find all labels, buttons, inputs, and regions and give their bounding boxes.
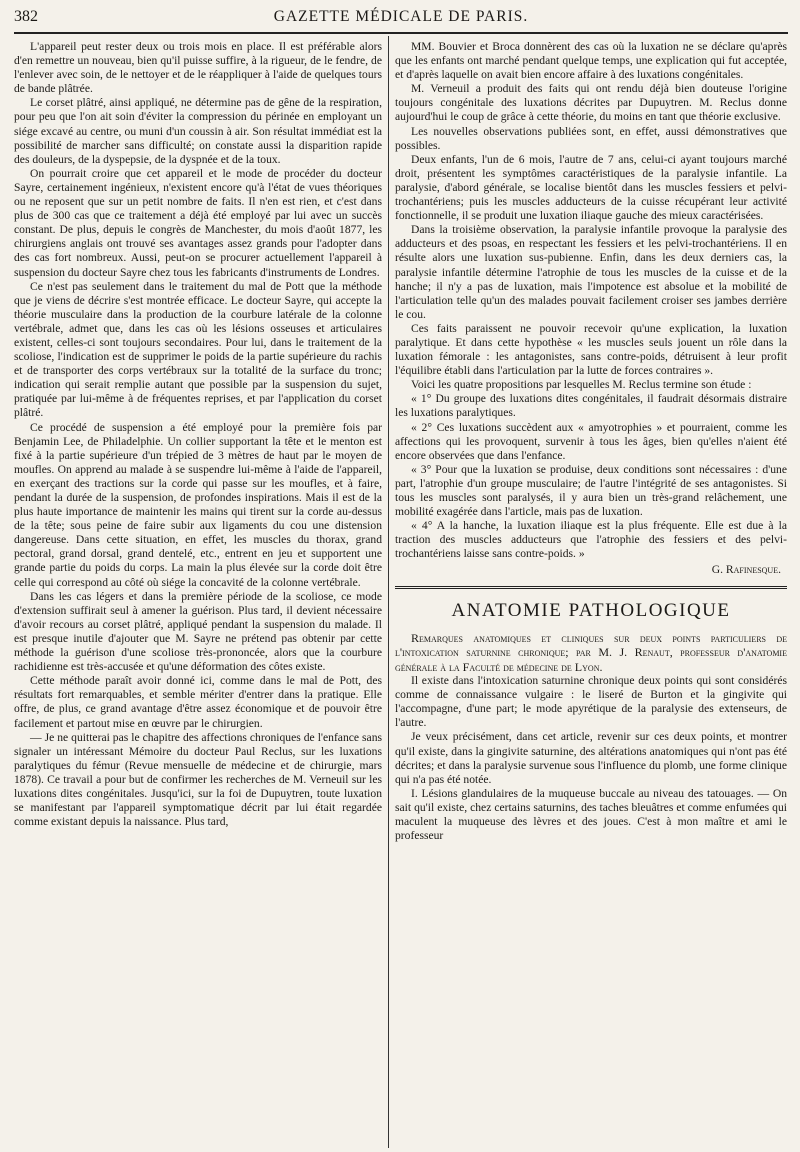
paragraph: Ces faits paraissent ne pouvoir recevoir qu'une explication, la luxation paralytique. Et dans cette hypothèse « les muscles seuls jouent un rôle dans la luxation fémorale : les antagonistes, sans contre-poids, détruisent à leur profit l'équilibre établi dans l'articulation par la lutte de forces contraires ». <box>395 321 787 378</box>
paragraph: On pourrait croire que cet appareil et le mode de procéder du docteur Sayre, certainement ingénieux, n'existent encore qu'à l'état de vues théoriques ou ne reposent que sur un petit nombre de faits. Il n'en est rien, et c'est dans plus de 300 cas que ce traitement a déjà été employé par lui avec un succès constant. De plus, depuis le congrès de Manchester, du mois d'août 1877, les chirurgiens anglais ont trouvé ses avantages assez grands pour l'adopter dans des cas fort nombreux. Aussi, peut-on se procurer actuellement l'appareil à suspension du docteur Sayre chez tous les fabricants d'instruments de Londres. <box>14 166 382 279</box>
proposition: « 3° Pour que la luxation se produise, deux conditions sont nécessaires : d'une part, l'atrophie d'un groupe musculaire; de l'autre l'intégrité de ses antagonistes. Si tous les muscles sont paralysés, il y aura bien un très-grand relâchement, une mobilité exagérée dans l'article, mais pas de luxation. <box>395 462 787 519</box>
paragraph: Cette méthode paraît avoir donné ici, comme dans le mal de Pott, des résultats fort remarquables, et semble mériter d'entrer dans la pratique. Elle offre, de plus, ce grand avantage d'être assez économique et de pouvoir être facilement et partout mise en œuvre par le chirurgien. <box>14 674 382 730</box>
paragraph: Dans les cas légers et dans la première période de la scoliose, ce mode d'extension suffirait seul à amener la guérison. Plus tard, il devient nécessaire d'avoir recours au corset plâtré, appliqué pendant la suspension du malade. Il est presque inutile d'ajouter que M. Sayre ne prétend pas obtenir par cette méthode la guérison d'une scoliose très-prononcée, alors que la courbure rachidienne est très-accusée et qu'une déformation des côtes existe. <box>14 589 382 674</box>
right-column <box>395 40 787 1148</box>
author-signature: G. Rafinesque. <box>711 563 781 577</box>
paragraph: Voici les quatre propositions par lesquelles M. Reclus termine son étude : <box>411 378 752 392</box>
proposition: « 2° Ces luxations succèdent aux « amyotrophies » et pourraient, comme les affections qui les provoquent, survenir à tous les âges, bien qu'elles n'aient été encore observées que dans l'enfance. <box>395 420 787 462</box>
paragraph: M. Verneuil a produit des faits qui ont rendu déjà bien douteuse l'origine toujours congénitale des luxations décrites par Dupuytren. M. Reclus donne aujourd'hui le coup de grâce à cette théorie, du moins en tant que théorie exclusive. <box>395 82 787 124</box>
paragraph: Je veux précisément, dans cet article, revenir sur ces deux points, et montrer qu'il existe, dans la gingivite saturnine, des altérations anatomiques qui n'ont pas été décrites; et dans la paralysie survenue sous l'influence du plomb, une forme clinique qui n'a pas été notée. <box>395 730 787 786</box>
header-rule <box>14 32 788 34</box>
paragraph: — Je ne quitterai pas le chapitre des affections chroniques de l'enfance sans signaler un intéressant Mémoire du docteur Paul Reclus, sur les luxations paralytiques du fémur (Revue mensuelle de médecine et de chirurgie, mars 1878). Ce travail a pour but de confirmer les recherches de M. Verneuil sur les luxations dites congénitales. Jusqu'ici, sur la foi de Dupuytren, toute luxation se manifestant par l'appareil symptomatique décrit par lui était regardée comme existant depuis la naissance. Plus tard, <box>14 730 382 829</box>
paragraph: Les nouvelles observations publiées sont, en effet, aussi démonstratives que possibles. <box>395 124 787 152</box>
paragraph: I. Lésions glandulaires de la muqueuse buccale au niveau des tatouages. — On sait qu'il existe, chez certains saturnins, des taches bleuâtres et comme enfumées qui maculent la muqueuse des lèvres et des joues. C'est à mon maître et ami le professeur <box>395 786 787 843</box>
paragraph: Dans la troisième observation, la paralysie infantile provoque la paralysie des adducteurs et des psoas, en respectant les fessiers et les pelvi-trochantériens. Il en résulte alors une luxation sus-pubienne. Enfin, dans les deux derniers cas, la paralysie infantile détermine l'atrophie de tous les muscles de la cuisse et de la hanche; il n'y a pas de luxation, mais l'impotence est absolue et la mobilité de l'articulation telle qu'un des malades pouvait facilement croiser ses jambes derrière le cou. <box>395 223 787 321</box>
page-number: 382 <box>14 8 38 25</box>
paragraph: Ce procédé de suspension a été employé pour la première fois par Benjamin Lee, de Philadelphie. Un collier supportant la tête et le menton est fixé à la partie supérieure d'un trépied de 3 mètres de haut par le moyen de moufles. On apprend au malade à se suspendre lui-même à l'aide de l'appareil, en exerçant des tractions sur la corde qui passe sur les moufles, et à faire, pendant la durée de la suspension, de profondes inspirations. Mais il est de la plus haute importance de maintenir les mains qui tirent sur la corde au-dessus de la tête; sous peine de faire subir aux ligaments du cou une distension dangereuse. Dans cette situation, en effet, les muscles du thorax, grand pectoral, grand dorsal, grand dentelé, etc., entrent en jeu et supportent une grande partie du poids du corps. La main la plus élevée sur la corde doit être celle qui correspond au côté où siége la concavité de la colonne vertébrale. <box>14 420 382 589</box>
proposition: « 1° Du groupe des luxations dites congénitales, il faudrait désormais distraire les luxations paralytiques. <box>395 392 787 420</box>
paragraph: Ce n'est pas seulement dans le traitement du mal de Pott que la méthode que je viens de décrire s'est montrée efficace. Le docteur Sayre, qui accepte la théorie musculaire dans la production de la courbure latérale de la colonne vertébrale, admet que, dans les cas où les lésions osseuses et articulaires existent, celles-ci sont toujours secondaires. Pour lui, dans le traitement de la scoliose, l'indication est de supprimer le poids de la partie supérieure du rachis et de transporter des corps vertébraux sur la totalité de la surface du tronc; indication qui serait remplie autant que possible par la suspension du sujet, pratiquée par lui-même à de fréquentes reprises, et par l'application du corset plâtré. <box>14 279 382 420</box>
paragraph: Il existe dans l'intoxication saturnine chronique deux points qui sont considérés comme de connaissance vulgaire : le liseré de Burton et la gingivite qui l'accompagne, d'une part; le mode apyrétique de la paralysie des extenseurs, de l'autre. <box>395 674 787 730</box>
left-column <box>14 40 382 1148</box>
paragraph: Le corset plâtré, ainsi appliqué, ne détermine pas de gêne de la respiration, pour peu que l'on ait soin d'éviter la compression du périnée en employant un siége excavé au centre, ou muni d'un coussin à air. Son résultat immédiat est la possibilité de marcher sans difficulté; on constate aussi la disparition rapide des douleurs, de la dyspepsie, de la dyspnée et de la toux. <box>14 96 382 166</box>
column-divider <box>388 36 389 1148</box>
journal-title: GAZETTE MÉDICALE DE PARIS. <box>273 8 529 25</box>
section-title: ANATOMIE PATHOLOGIQUE <box>451 599 731 621</box>
page-header <box>14 8 788 30</box>
paragraph: L'appareil peut rester deux ou trois mois en place. Il est préférable alors d'en remettre un nouveau, bien qu'il puisse suffire, à la rigueur, de le fendre, de l'enlever avec soin, de le nettoyer et de le réappliquer à l'aide de quelques tours de bande plâtrée. <box>14 40 382 96</box>
article-title: Remarques anatomiques et cliniques sur deux points particuliers de l'intoxication saturnine chronique; par M. J. Renaut, professeur d'anatomie générale à la Faculté de médecine de Lyon. <box>395 630 787 674</box>
proposition: « 4° A la hanche, la luxation iliaque est la plus fréquente. Elle est due à la traction des muscles adducteurs que l'atrophie des fessiers et des pelvi-trochantériens laisse sans contre-poids. » <box>395 519 787 561</box>
paragraph: MM. Bouvier et Broca donnèrent des cas où la luxation ne se déclare qu'après que les enfants ont marché pendant quelque temps, une explication qui fut acceptée, et d'après laquelle on avait bien encore affaire à des luxations congénitales. <box>395 40 787 82</box>
paragraph: Deux enfants, l'un de 6 mois, l'autre de 7 ans, celui-ci ayant toujours marché droit, présentent les symptômes caractéristiques de la paralysie infantile. La paralysie, d'abord générale, se localise bientôt dans les muscles fessiers et pelvi-trochantériens; puis les muscles adducteurs de la cuisse récupérant leur activité fonctionnelle, il se produit une luxation iliaque gauche des mieux caractérisées. <box>395 152 787 223</box>
section-rule <box>395 586 787 589</box>
